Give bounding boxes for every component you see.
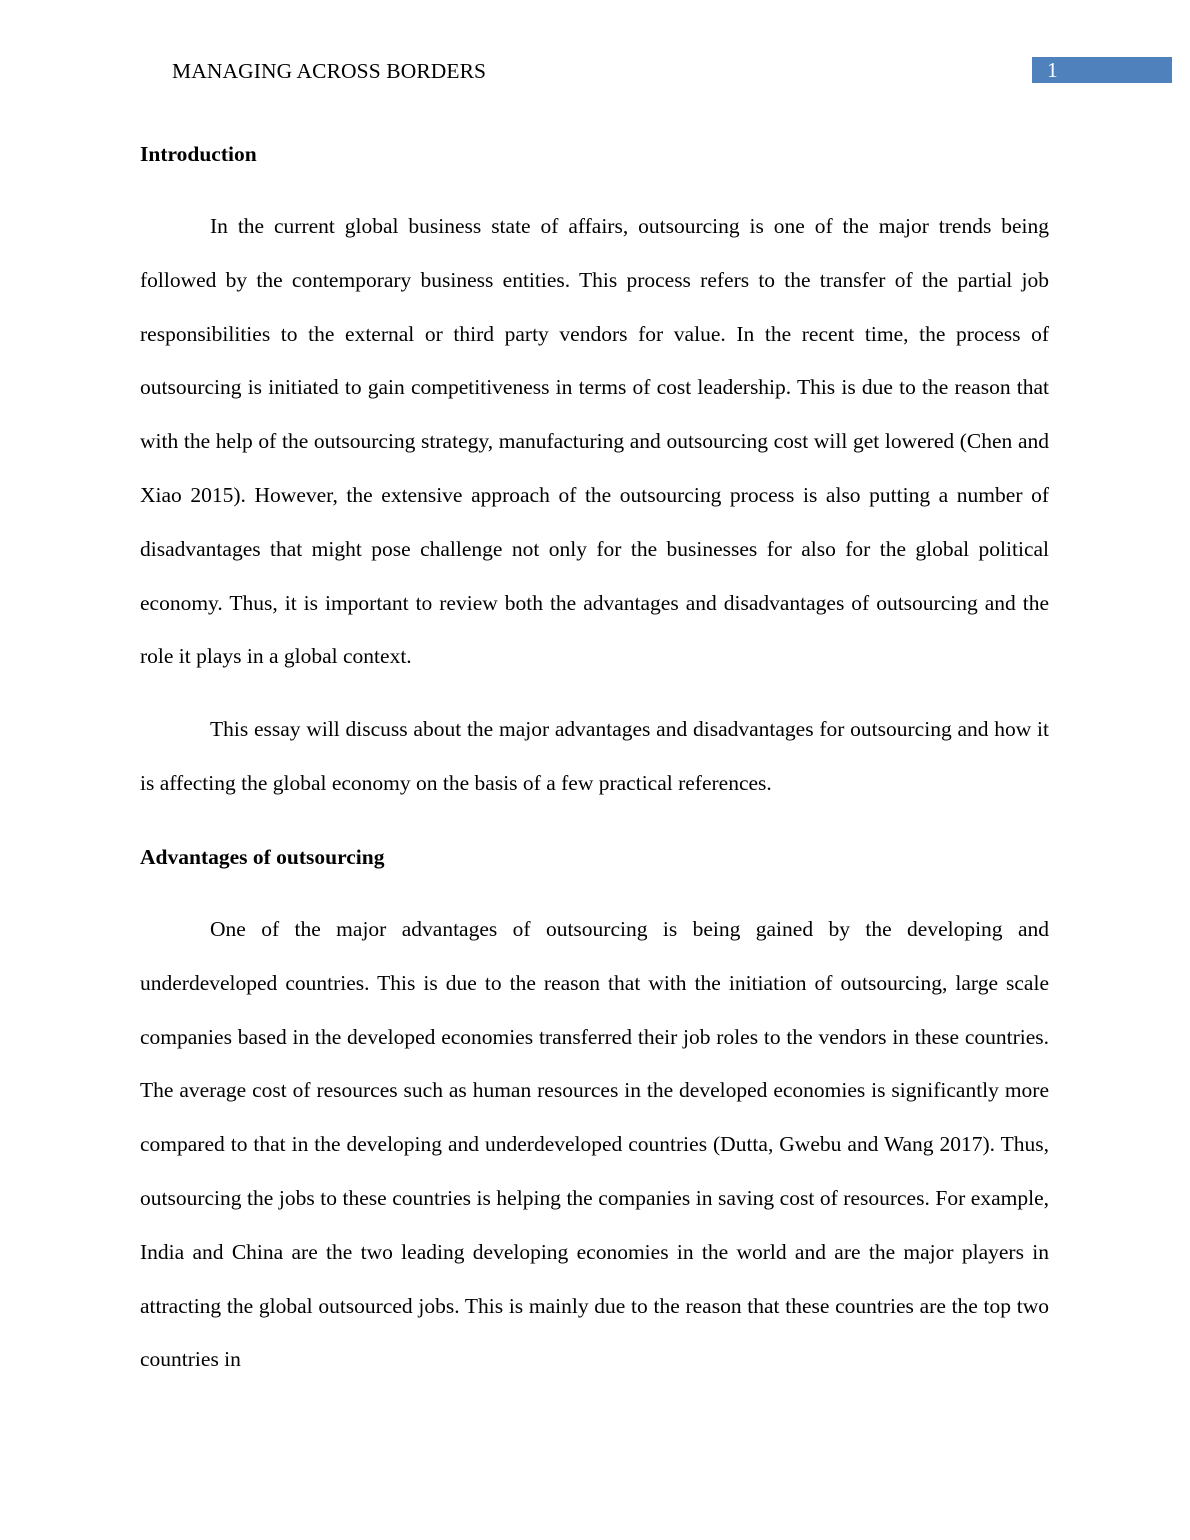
advantages-heading: Advantages of outsourcing (140, 845, 385, 869)
advantages-paragraph-1-block (140, 903, 1049, 1387)
introduction-paragraph-1-block (140, 200, 1049, 684)
page-number: 1 (1047, 58, 1058, 82)
page-number-box (1032, 57, 1172, 83)
running-head: MANAGING ACROSS BORDERS (172, 59, 487, 83)
introduction-paragraph-1: In the current global business state of affairs, outsourcing is one of the major trends being followed by the contemporary business entities. This process refers to the transfer of the partial job responsibilities to the external or third party vendors for value. In the recent time, the process of outsourcing is initiated to gain competitiveness in terms of cost leadership. This is due to the reason that with the help of the outsourcing strategy, manufacturing and outsourcing cost will get lowered (Chen and Xiao 2015). However, the extensive approach of the outsourcing process is also putting a number of disadvantages that might pose challenge not only for the businesses for also for the global political economy. Thus, it is important to review both the advantages and disadvantages of outsourcing and the role it plays in a global context. (140, 214, 1049, 669)
advantages-paragraph-1: One of the major advantages of outsourcing is being gained by the developing and underdeveloped countries. This is due to the reason that with the initiation of outsourcing, large scale companies based in the developed economies transferred their job roles to the vendors in these countries. The average cost of resources such as human resources in the developed economies is significantly more compared to that in the developing and underdeveloped countries (Dutta, Gwebu and Wang 2017). Thus, outsourcing the jobs to these countries is helping the companies in saving cost of resources. For example, India and China are the two leading developing economies in the world and are the major players in attracting the global outsourced jobs. This is mainly due to the reason that these countries are the top two countries in (140, 917, 1049, 1372)
introduction-paragraph-2-block (140, 703, 1049, 811)
introduction-paragraph-2: This essay will discuss about the major advantages and disadvantages for outsourcing and how it is affecting the global economy on the basis of a few practical references. (140, 717, 1049, 795)
advantages-heading-block (140, 843, 1049, 871)
introduction-heading-block (140, 140, 1049, 168)
introduction-heading: Introduction (140, 142, 257, 166)
